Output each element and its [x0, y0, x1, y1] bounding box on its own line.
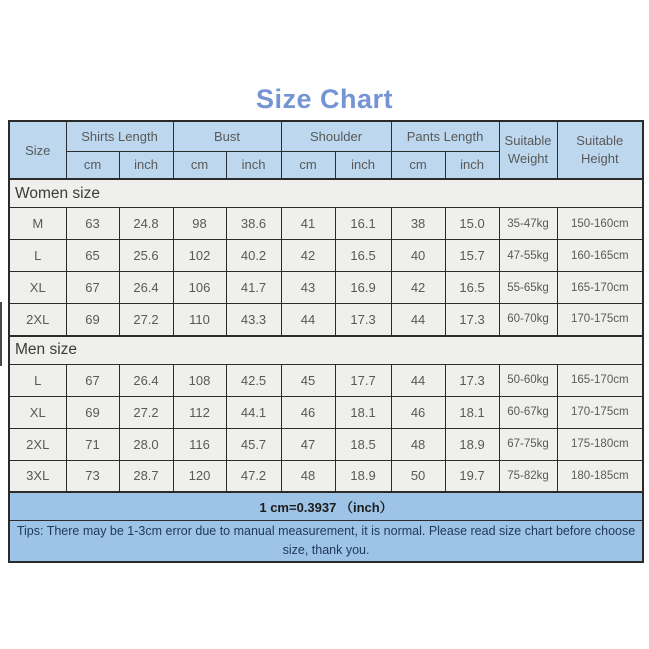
value-cell: 47-55kg	[499, 240, 557, 272]
value-cell: 26.4	[119, 364, 173, 396]
table-row	[9, 240, 643, 272]
column-header-shirts-length: Shirts Length	[66, 121, 173, 151]
value-cell: 48	[391, 428, 445, 460]
value-cell: 17.3	[445, 364, 499, 396]
section-row-women	[9, 179, 643, 208]
size-label-cell: L	[9, 364, 66, 396]
value-cell: 18.1	[335, 396, 391, 428]
table-row	[9, 364, 643, 396]
value-cell: 42	[391, 272, 445, 304]
page-title: Size Chart	[255, 84, 394, 114]
value-cell: 18.5	[335, 428, 391, 460]
value-cell: 18.9	[335, 460, 391, 492]
value-cell: 40.2	[226, 240, 281, 272]
value-cell: 44	[391, 304, 445, 336]
tips-row	[9, 521, 643, 562]
value-cell: 160-165cm	[557, 240, 643, 272]
column-header-suitable-height: Suitable Height	[557, 121, 643, 179]
unit-header-cm: cm	[66, 151, 119, 179]
tips-note: Tips: There may be 1-3cm error due to manual measurement, it is normal. Please read size chart before choose size, thank you.	[9, 521, 643, 562]
value-cell: 50	[391, 460, 445, 492]
column-header-size: Size	[9, 121, 66, 179]
value-cell: 15.0	[445, 208, 499, 240]
value-cell: 28.7	[119, 460, 173, 492]
value-cell: 75-82kg	[499, 460, 557, 492]
value-cell: 44.1	[226, 396, 281, 428]
value-cell: 46	[391, 396, 445, 428]
value-cell: 41.7	[226, 272, 281, 304]
value-cell: 67	[66, 272, 119, 304]
value-cell: 43.3	[226, 304, 281, 336]
size-label-cell: L	[9, 240, 66, 272]
value-cell: 69	[66, 304, 119, 336]
value-cell: 27.2	[119, 304, 173, 336]
value-cell: 17.3	[335, 304, 391, 336]
value-cell: 44	[391, 364, 445, 396]
value-cell: 110	[173, 304, 226, 336]
value-cell: 45	[281, 364, 335, 396]
value-cell: 40	[391, 240, 445, 272]
column-header-pants-length: Pants Length	[391, 121, 499, 151]
size-chart-table	[8, 120, 644, 563]
size-label-cell: 3XL	[9, 460, 66, 492]
value-cell: 43	[281, 272, 335, 304]
table-row	[9, 460, 643, 492]
unit-header-cm: cm	[281, 151, 335, 179]
value-cell: 17.3	[445, 304, 499, 336]
unit-header-inch: inch	[119, 151, 173, 179]
value-cell: 45.7	[226, 428, 281, 460]
conversion-row	[9, 492, 643, 521]
section-label-men: Men size	[9, 336, 643, 365]
value-cell: 60-70kg	[499, 304, 557, 336]
section-label-women: Women size	[9, 179, 643, 208]
value-cell: 15.7	[445, 240, 499, 272]
value-cell: 41	[281, 208, 335, 240]
size-label-cell: M	[9, 208, 66, 240]
value-cell: 42	[281, 240, 335, 272]
column-header-suitable-weight: Suitable Weight	[499, 121, 557, 179]
table-row	[9, 272, 643, 304]
size-label-cell: 2XL	[9, 428, 66, 460]
value-cell: 47	[281, 428, 335, 460]
value-cell: 16.9	[335, 272, 391, 304]
value-cell: 48	[281, 460, 335, 492]
value-cell: 35-47kg	[499, 208, 557, 240]
value-cell: 67-75kg	[499, 428, 557, 460]
value-cell: 16.5	[335, 240, 391, 272]
table-row	[9, 428, 643, 460]
value-cell: 150-160cm	[557, 208, 643, 240]
value-cell: 106	[173, 272, 226, 304]
column-header-shoulder: Shoulder	[281, 121, 391, 151]
size-label-cell: XL	[9, 396, 66, 428]
column-header-bust: Bust	[173, 121, 281, 151]
value-cell: 71	[66, 428, 119, 460]
table-row	[9, 208, 643, 240]
value-cell: 38.6	[226, 208, 281, 240]
table-row	[9, 304, 643, 336]
value-cell: 47.2	[226, 460, 281, 492]
value-cell: 16.5	[445, 272, 499, 304]
value-cell: 19.7	[445, 460, 499, 492]
value-cell: 46	[281, 396, 335, 428]
value-cell: 165-170cm	[557, 364, 643, 396]
value-cell: 42.5	[226, 364, 281, 396]
value-cell: 170-175cm	[557, 304, 643, 336]
conversion-note: 1 cm=0.3937 （inch）	[9, 492, 643, 521]
unit-header-inch: inch	[335, 151, 391, 179]
scan-artifact-line	[0, 302, 2, 366]
value-cell: 98	[173, 208, 226, 240]
value-cell: 116	[173, 428, 226, 460]
value-cell: 165-170cm	[557, 272, 643, 304]
unit-header-cm: cm	[391, 151, 445, 179]
value-cell: 17.7	[335, 364, 391, 396]
unit-header-inch: inch	[226, 151, 281, 179]
value-cell: 102	[173, 240, 226, 272]
value-cell: 16.1	[335, 208, 391, 240]
value-cell: 50-60kg	[499, 364, 557, 396]
value-cell: 38	[391, 208, 445, 240]
size-label-cell: XL	[9, 272, 66, 304]
value-cell: 180-185cm	[557, 460, 643, 492]
section-row-men	[9, 336, 643, 365]
value-cell: 60-67kg	[499, 396, 557, 428]
value-cell: 27.2	[119, 396, 173, 428]
value-cell: 170-175cm	[557, 396, 643, 428]
value-cell: 69	[66, 396, 119, 428]
table-row	[9, 396, 643, 428]
value-cell: 26.4	[119, 272, 173, 304]
header-row-groups	[9, 121, 643, 151]
value-cell: 18.9	[445, 428, 499, 460]
value-cell: 112	[173, 396, 226, 428]
value-cell: 120	[173, 460, 226, 492]
unit-header-cm: cm	[173, 151, 226, 179]
value-cell: 67	[66, 364, 119, 396]
value-cell: 25.6	[119, 240, 173, 272]
value-cell: 65	[66, 240, 119, 272]
value-cell: 73	[66, 460, 119, 492]
value-cell: 175-180cm	[557, 428, 643, 460]
value-cell: 63	[66, 208, 119, 240]
value-cell: 18.1	[445, 396, 499, 428]
value-cell: 44	[281, 304, 335, 336]
size-label-cell: 2XL	[9, 304, 66, 336]
value-cell: 24.8	[119, 208, 173, 240]
value-cell: 108	[173, 364, 226, 396]
value-cell: 28.0	[119, 428, 173, 460]
unit-header-inch: inch	[445, 151, 499, 179]
value-cell: 55-65kg	[499, 272, 557, 304]
